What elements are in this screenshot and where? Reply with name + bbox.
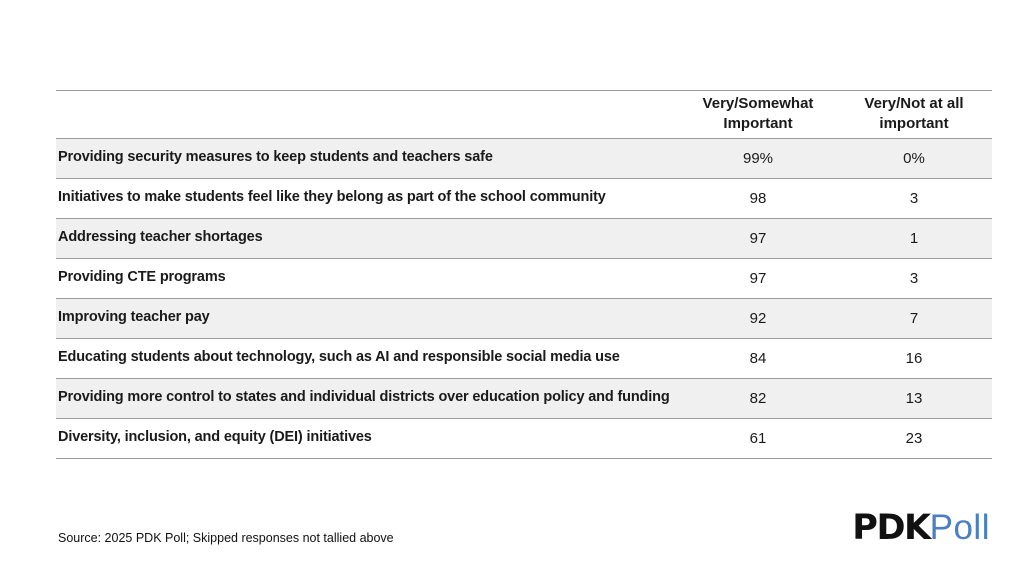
table-row [56,219,992,259]
row-label: Diversity, inclusion, and equity (DEI) initiatives [58,429,372,446]
pdk-poll-logo [852,510,990,546]
table-header-row [56,91,992,139]
value-very-somewhat-important: 97 [749,229,767,247]
header-very-somewhat-important: Very/Somewhat Important [702,95,814,133]
value-very-somewhat-important: 98 [749,189,767,207]
table-row [56,259,992,299]
row-label: Providing security measures to keep students and teachers safe [58,149,493,166]
value-very-somewhat-important: 84 [749,349,767,367]
table-row [56,179,992,219]
row-label: Improving teacher pay [58,309,210,326]
value-very-not-at-all-important: 3 [909,189,919,207]
table-rows [56,139,992,459]
value-very-not-at-all-important: 7 [909,309,919,327]
value-very-somewhat-important: 97 [749,269,767,287]
table-row [56,379,992,419]
value-very-somewhat-important: 82 [749,389,767,407]
row-label: Providing CTE programs [58,269,226,286]
row-label: Providing more control to states and individual districts over education policy and funding [58,389,670,406]
row-label: Educating students about technology, such as AI and responsible social media use [58,349,620,366]
value-very-not-at-all-important: 0% [903,149,925,167]
header-very-not-at-all-important: Very/Not at all important [864,95,964,133]
source-note: Source: 2025 PDK Poll; Skipped responses not tallied above [58,531,394,545]
value-very-not-at-all-important: 16 [905,349,923,367]
poll-results-table [56,90,992,459]
logo-pdk-text: PDK [852,508,930,548]
value-very-not-at-all-important: 23 [905,429,923,447]
value-very-not-at-all-important: 3 [909,269,919,287]
row-label: Addressing teacher shortages [58,229,263,246]
value-very-somewhat-important: 61 [749,429,767,447]
table-row [56,299,992,339]
table-row [56,419,992,459]
header-empty-cell [56,91,680,138]
table-row [56,339,992,379]
logo-poll-text: Poll [929,508,990,547]
value-very-somewhat-important: 99% [742,149,774,167]
value-very-not-at-all-important: 1 [909,229,919,247]
value-very-not-at-all-important: 13 [905,389,923,407]
table-row [56,139,992,179]
row-label: Initiatives to make students feel like they belong as part of the school community [58,189,606,206]
value-very-somewhat-important: 92 [749,309,767,327]
